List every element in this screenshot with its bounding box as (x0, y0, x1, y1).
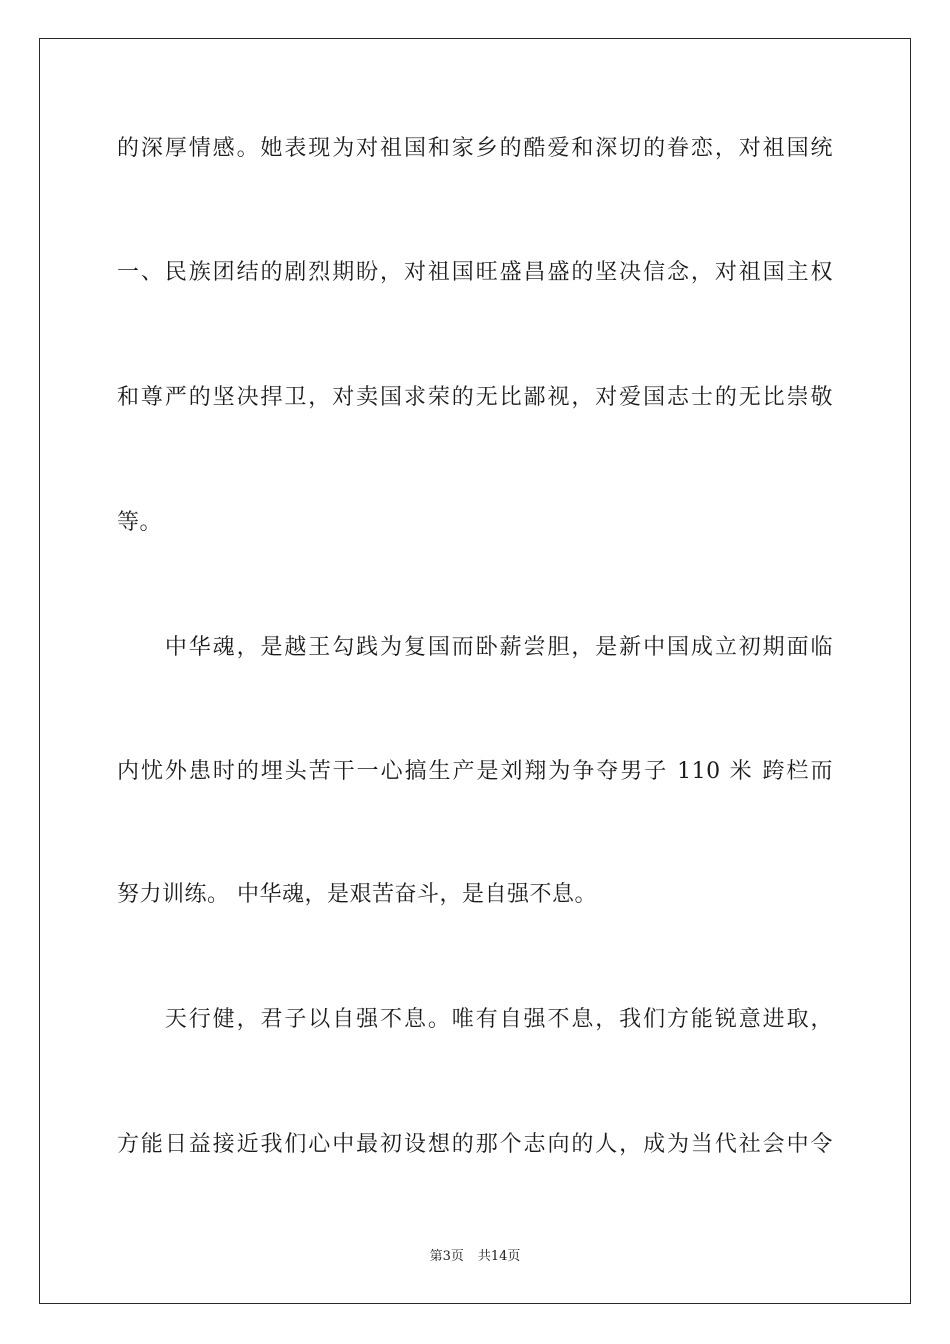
text-line-6: 内忧外患时的埋头苦干一心搞生产是刘翔为争夺男子 110 米 跨栏而 (117, 759, 833, 784)
text-line-1: 的深厚情感。她表现为对祖国和家乡的酷爱和深切的眷恋，对祖国统 (117, 136, 833, 161)
text-line-9: 方能日益接近我们心中最初设想的那个志向的人，成为当代社会中令 (117, 1132, 833, 1157)
text-line-2: 一、民族团结的剧烈期盼，对祖国旺盛昌盛的坚决信念，对祖国主权 (117, 260, 833, 285)
text-line-3: 和尊严的坚决捍卫，对卖国求荣的无比鄙视，对爱国志士的无比崇敬 (117, 385, 833, 410)
page-frame (39, 38, 911, 1304)
text-line-5: 中华魂，是越王勾践为复国而卧薪尝胆，是新中国成立初期面临 (117, 635, 833, 660)
page-total: 共14页 (477, 1249, 521, 1264)
text-line-8: 天行健，君子以自强不息。唯有自强不息，我们方能锐意进取， (117, 1007, 833, 1032)
page-footer (0, 1248, 950, 1266)
page-number: 第3页 (429, 1249, 464, 1264)
text-line-4: 等。 (117, 510, 163, 535)
text-line-7: 努力训练。 中华魂，是艰苦奋斗，是自强不息。 (117, 882, 597, 907)
